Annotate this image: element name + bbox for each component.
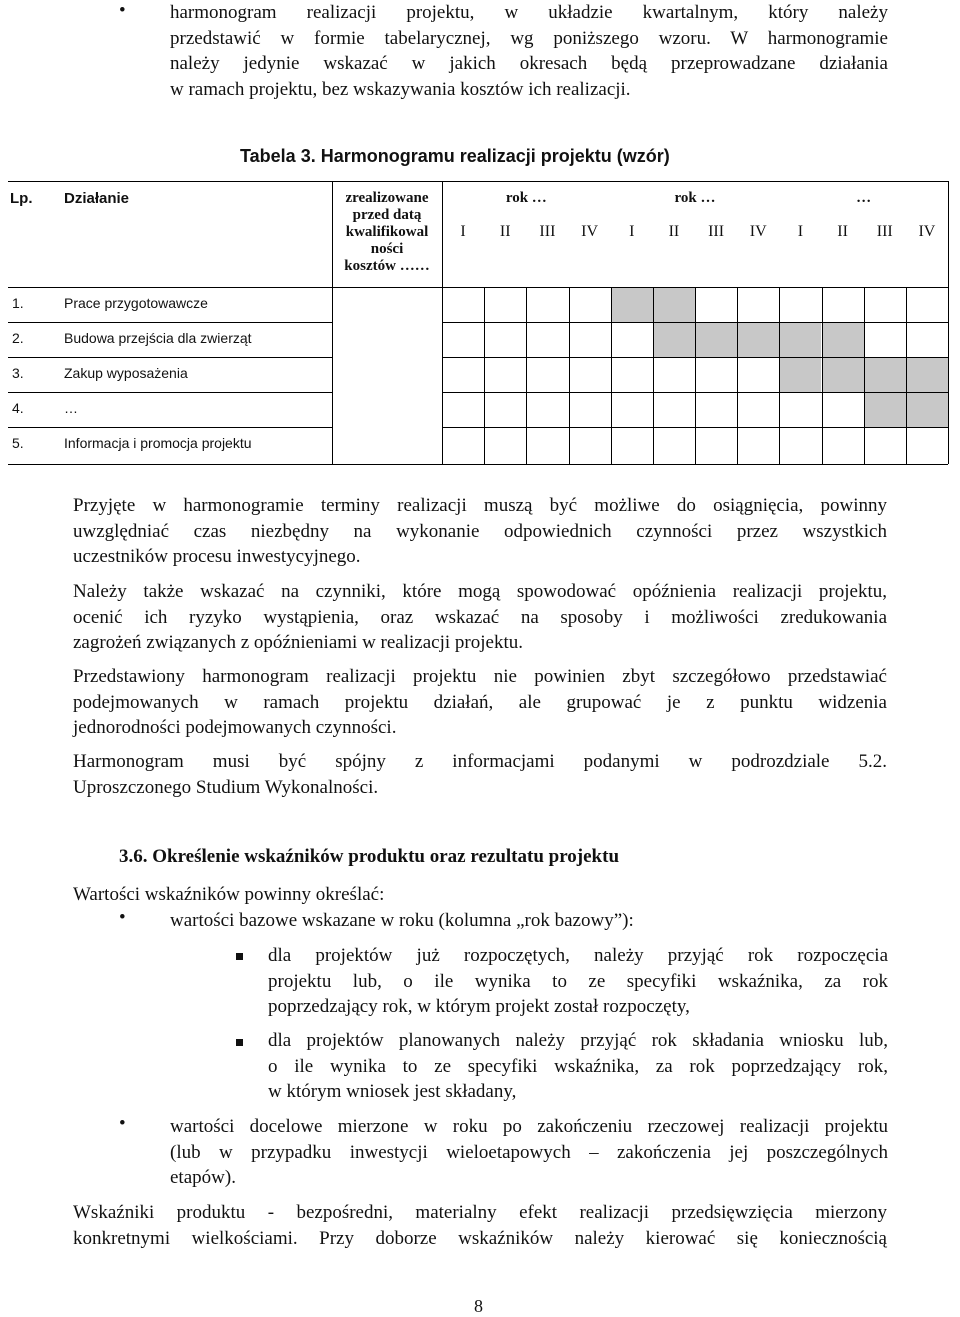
shaded-quarter-cell	[779, 322, 821, 357]
shaded-quarter-cell	[653, 322, 695, 357]
table-bottom-border	[8, 464, 948, 465]
sub-bullet-1	[268, 943, 888, 1020]
header-quarter: II	[668, 223, 680, 240]
shaded-quarter-cell	[653, 287, 695, 322]
header-quarter: IV	[581, 223, 599, 240]
header-quarter: I	[460, 223, 466, 240]
paragraph-line: ocenić ich ryzyko wystąpienia, oraz wskazać na sposoby i możliwości zredukowania	[73, 606, 887, 628]
table-row-lp: 5.	[12, 435, 24, 451]
header-lp: Lp.	[10, 190, 33, 207]
sub-bullet-line: dla projektów planowanych należy przyjąć rok składania wniosku lub,	[268, 1030, 888, 1051]
bullet-line: etapów).	[170, 1167, 236, 1188]
table-row-lp: 3.	[12, 365, 24, 381]
header-quarter: IV	[749, 223, 767, 240]
square-bullet-icon	[236, 953, 243, 960]
shaded-quarter-cell	[695, 322, 737, 357]
shaded-quarter-cell	[906, 357, 948, 392]
schedule-table	[0, 0, 960, 460]
sub-bullet-2	[268, 1028, 888, 1105]
table-quarter-divider	[569, 287, 570, 464]
header-year: rok …	[674, 190, 716, 206]
table-top-border	[8, 181, 948, 182]
paragraph-line: Harmonogram musi być spójny z informacjami podanymi w podrozdziale 5.2.	[73, 751, 887, 772]
table-quarter-divider	[906, 287, 907, 464]
table-quarter-divider	[526, 287, 527, 464]
table-row-action: Informacja i promocja projektu	[64, 435, 252, 451]
table-row-lp: 2.	[12, 330, 24, 346]
header-year: rok …	[505, 190, 547, 206]
bullet-target-values	[170, 1114, 888, 1191]
paragraph-1	[73, 493, 887, 570]
paragraph-line: konkretnymi wielkościami. Przy doborze wskaźników należy kierować się koniecznością	[73, 1227, 887, 1249]
bullet-line: wartości docelowe mierzone w roku po zakończeniu rzeczowej realizacji projektu	[170, 1116, 888, 1137]
bullet-dot: •	[119, 0, 126, 21]
table-row-action: Prace przygotowawcze	[64, 295, 208, 311]
paragraph-4	[73, 749, 887, 800]
paragraph-line: Przedstawiony harmonogram realizacji projektu nie powinien zbyt szczegółowo przedstawiać	[73, 666, 887, 687]
table-row-action: Zakup wyposażenia	[64, 365, 188, 381]
table-row-action: Budowa przejścia dla zwierząt	[64, 330, 252, 346]
table-row-divider	[8, 357, 332, 358]
table-header-divider	[8, 287, 948, 288]
header-quarter: I	[797, 223, 804, 240]
paragraph-3	[73, 664, 887, 741]
shaded-quarter-cell	[822, 357, 864, 392]
shaded-quarter-cell	[822, 322, 864, 357]
table-row-divider	[8, 392, 332, 393]
sub-bullet-line: o ile wynika to ze specyfiki wskaźnika, za rok poprzedzający rok,	[268, 1055, 888, 1077]
intro-line: harmonogram realizacji projektu, w układzie kwartalnym, który należy	[170, 2, 888, 23]
paragraph-line: zagrożeń związanych z opóźnieniami w realizacji projektu.	[73, 632, 523, 653]
paragraph-line: Należy także wskazać na czynniki, które mogą spowodować opóźnienia realizacji projektu,	[73, 581, 887, 602]
shaded-quarter-cell	[864, 357, 906, 392]
intro-line: należy jedynie wskazać w jakich okresach będą przeprowadzane działania	[170, 53, 888, 74]
paragraph-line: Uproszczonego Studium Wykonalności.	[73, 776, 379, 798]
table-row-divider	[8, 322, 332, 323]
header-quarter: I	[629, 223, 635, 240]
table-row-action: …	[64, 400, 78, 416]
final-paragraph	[73, 1200, 887, 1251]
square-bullet-icon	[236, 1039, 243, 1046]
shaded-quarter-cell	[864, 392, 906, 427]
table-quarter-divider	[737, 287, 738, 464]
intro-line: przedstawić w formie tabelarycznej, wg poniższego wzoru. W harmonogramie	[170, 27, 888, 49]
header-costs: zrealizowane przed datą kwalifikowal ności kosztów ……	[344, 190, 430, 274]
header-action: Działanie	[64, 190, 130, 207]
table-quarter-divider	[611, 287, 612, 464]
sub-bullet-line: projektu lub, o ile wynika to ze specyfiki wskaźnika, za rok	[268, 970, 888, 992]
sub-bullet-line: dla projektów już rozpoczętych, należy przyjąć rok rozpoczęcia	[268, 945, 888, 966]
header-quarter: III	[539, 223, 556, 240]
header-quarter: III	[708, 223, 725, 240]
paragraph-2	[73, 579, 887, 656]
table-quarter-divider	[695, 287, 696, 464]
table-caption: Tabela 3. Harmonogramu realizacji projektu (wzór)	[240, 146, 670, 166]
header-quarter: II	[837, 223, 848, 240]
bullet-line: (lub w przypadku inwestycji wieloetapowych – zakończenia jej poszczególnych	[170, 1141, 888, 1163]
sub-bullet-line: w którym wniosek jest składany,	[268, 1081, 517, 1102]
header-quarter: IV	[918, 223, 936, 240]
header-year: …	[856, 190, 872, 206]
intro-line: w ramach projektu, bez wskazywania kosztów ich realizacji.	[170, 78, 631, 100]
table-quarter-divider	[484, 287, 485, 464]
section-lead: Wartości wskaźników powinny określać:	[73, 884, 385, 905]
sub-bullet-line: poprzedzający rok, w którym projekt został rozpoczęty,	[268, 996, 690, 1017]
paragraph-line: Przyjęte w harmonogramie terminy realizacji muszą być możliwe do osiągnięcia, powinny	[73, 495, 887, 516]
table-row-lp: 4.	[12, 400, 24, 416]
bullet-baseline-values: wartości bazowe wskazane w roku (kolumna „rok bazowy”):	[170, 910, 634, 931]
table-quarter-divider	[864, 287, 865, 464]
paragraph-line: uwzględniać czas niezbędny na wykonanie odpowiednich czynności przez wszystkich	[73, 520, 887, 542]
section-heading: 3.6. Określenie wskaźników produktu oraz rezultatu projektu	[119, 846, 620, 867]
bullet-dot: •	[119, 1113, 126, 1134]
table-quarter-divider	[653, 287, 654, 464]
shaded-quarter-cell	[737, 322, 779, 357]
page-number: 8	[474, 1296, 483, 1316]
paragraph-line: Wskaźniki produktu - bezpośredni, materialny efekt realizacji przedsięwzięcia mierzony	[73, 1202, 887, 1223]
paragraph-line: jednorodności podejmowanych czynności.	[73, 717, 397, 738]
table-row-lp: 1.	[12, 295, 24, 311]
paragraph-line: uczestników procesu inwestycyjnego.	[73, 546, 361, 567]
table-row-divider	[8, 427, 332, 428]
shaded-quarter-cell	[611, 287, 653, 322]
bullet-dot: •	[119, 907, 126, 928]
shaded-quarter-cell	[779, 357, 821, 392]
paragraph-line: podejmowanych w ramach projektu działań, ale grupować je z punktu widzenia	[73, 691, 887, 713]
header-quarter: III	[876, 223, 893, 240]
shaded-quarter-cell	[906, 392, 948, 427]
header-quarter: II	[499, 223, 511, 240]
table-quarter-divider	[822, 287, 823, 464]
table-quarter-divider	[779, 287, 780, 464]
table-right-border	[948, 181, 949, 464]
